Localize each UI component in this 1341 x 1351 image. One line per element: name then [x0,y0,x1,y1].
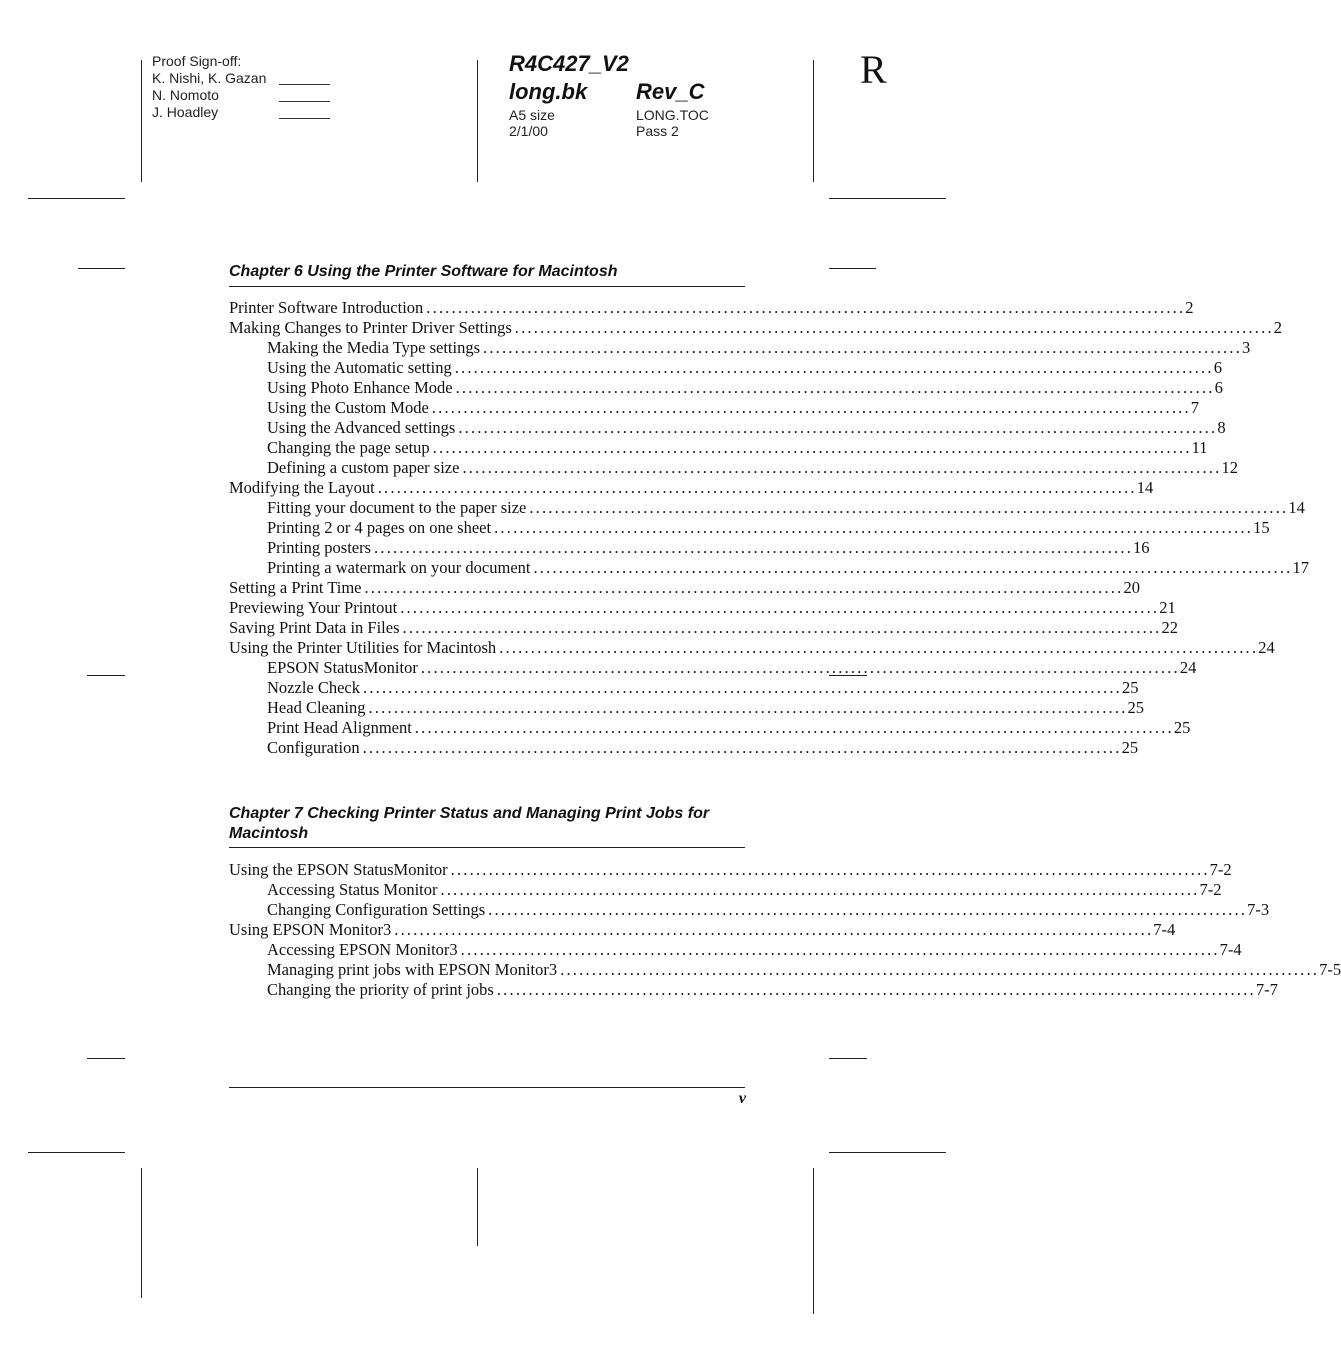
toc-leader-dots: ........................................................................................................................ [420,658,1180,677]
crop-mark [141,60,142,182]
signer-name: N. Nomoto [152,87,219,103]
toc-entry-title: Fitting your document to the paper size [267,498,527,517]
toc-leader-dots: ........................................................................................................................ [455,378,1215,397]
toc-leader-dots: ........................................................................................................................ [499,638,1259,657]
toc-entry-page: 14 [1288,498,1305,517]
toc-leader-dots: ........................................................................................................................ [394,920,1154,939]
toc-entry[interactable] [229,578,1140,598]
toc-entry-page: 7-4 [1219,940,1242,959]
toc-leader-dots: ........................................................................................................................ [368,698,1128,717]
chapter-rule [229,286,745,287]
chapter-7-toc [229,860,1341,1000]
toc-entry-title: Using the Advanced settings [267,418,456,437]
toc-entry-page: 7-7 [1255,980,1278,999]
toc-entry-title: Making Changes to Printer Driver Settings [229,318,512,337]
toc-leader-dots: ........................................................................................................................ [400,598,1160,617]
book-name: long.bk [509,79,588,104]
crop-mark [28,198,125,199]
toc-entry-title: Printing 2 or 4 pages on one sheet [267,518,492,537]
toc-leader-dots: ........................................................................................................................ [496,980,1256,999]
toc-entry[interactable] [229,860,1232,880]
toc-leader-dots: ........................................................................................................................ [377,478,1137,497]
toc-entry-title: Using the Printer Utilities for Macintosh [229,638,497,657]
toc-entry[interactable] [229,418,1226,438]
toc-entry[interactable] [229,738,1139,758]
toc-leader-dots: ........................................................................................................................ [460,940,1220,959]
toc-entry-title: Accessing EPSON Monitor3 [267,940,458,959]
toc-leader-dots: ........................................................................................................................ [462,458,1222,477]
toc-leader-dots: ........................................................................................................................ [414,718,1174,737]
toc-entry-title: Printing a watermark on your document [267,558,531,577]
toc-entry-page: 25 [1127,698,1145,717]
toc-entry-title: Accessing Status Monitor [267,880,438,899]
chapter-7-title-line: Macintosh [229,825,309,842]
toc-entry-page: 20 [1123,578,1140,597]
toc-leader-dots: ........................................................................................................................ [402,618,1162,637]
toc-entry-page: 25 [1173,718,1191,737]
toc-entry[interactable] [229,338,1251,358]
toc-entry-title: Configuration [267,738,360,757]
toc-entry-page: 17 [1292,558,1309,577]
signature-line [279,118,330,119]
toc-entry-page: 24 [1179,658,1197,677]
toc-entry-title: EPSON StatusMonitor [267,658,418,677]
footer-rule [229,1087,745,1088]
toc-entry[interactable] [229,718,1191,738]
toc-entry-title: Setting a Print Time [229,578,362,597]
toc-leader-dots: ........................................................................................................................ [533,558,1293,577]
toc-entry-page: 7-3 [1247,900,1270,919]
toc-entry-page: 25 [1122,678,1139,697]
toc-leader-dots: ........................................................................................................................ [494,518,1254,537]
toc-entry-title: Previewing Your Printout [229,598,398,617]
toc-leader-dots: ........................................................................................................................ [431,398,1191,417]
chapter-6-title: Chapter 6 Using the Printer Software for Macintosh [229,263,618,280]
page-folio: v [738,1090,746,1107]
crop-mark [829,1058,867,1059]
crop-mark [477,1168,478,1246]
toc-entry[interactable] [229,980,1278,1000]
toc-entry[interactable] [229,678,1139,698]
proof-signoff-block [152,53,266,121]
crop-mark [477,60,478,182]
toc-entry-page: 2 [1185,298,1194,317]
toc-entry-page: 7-4 [1153,920,1176,939]
signature-line [279,84,330,85]
toc-entry-title: Changing the page setup [267,438,430,457]
toc-entry[interactable] [229,698,1145,718]
toc-leader-dots: ........................................................................................................................ [426,298,1186,317]
toc-entry-title: Saving Print Data in Files [229,618,400,637]
toc-entry-title: Changing Configuration Settings [267,900,486,919]
crop-mark [829,268,876,269]
toc-entry-page: 8 [1217,418,1226,437]
chapter-rule [229,847,745,848]
proof-label: Proof Sign-off: [152,53,242,69]
toc-entry[interactable] [229,940,1242,960]
toc-entry-page: 7 [1190,398,1200,417]
doc-code: R4C427_V2 [509,51,629,76]
toc-entry-title: Making the Media Type settings [267,338,481,357]
toc-entry-page: 3 [1242,338,1251,357]
toc-leader-dots: ........................................................................................................................ [362,738,1122,757]
toc-entry-title: Head Cleaning [267,698,366,717]
page-size: A5 size [509,107,555,123]
toc-entry-title: Using EPSON Monitor3 [229,920,392,939]
toc-entry[interactable] [229,378,1223,398]
toc-entry[interactable] [229,618,1178,638]
toc-entry-title: Using Photo Enhance Mode [267,378,453,397]
toc-leader-dots: ........................................................................................................................ [483,338,1243,357]
toc-leader-dots: ........................................................................................................................ [432,438,1192,457]
toc-leader-dots: ........................................................................................................................ [488,900,1248,919]
toc-entry[interactable] [229,558,1309,578]
toc-entry-title: Nozzle Check [267,678,360,697]
toc-entry-title: Using the Automatic setting [267,358,452,377]
toc-leader-dots: ........................................................................................................................ [560,960,1320,979]
toc-entry-page: 21 [1159,598,1176,617]
crop-mark [141,1168,142,1298]
toc-entry[interactable] [229,318,1283,338]
toc-entry[interactable] [229,518,1270,538]
toc-leader-dots: ........................................................................................................................ [458,418,1218,437]
toc-leader-dots: ........................................................................................................................ [374,538,1134,557]
toc-entry-page: 7-5 [1319,960,1341,979]
crop-mark [78,268,125,269]
pass-number: Pass 2 [636,123,679,139]
toc-entry[interactable] [229,658,1197,678]
signer-row [152,70,266,87]
crop-mark [813,1168,814,1314]
signature-line [279,101,330,102]
toc-entry-page: 7-2 [1209,860,1232,879]
toc-entry-page: 16 [1133,538,1150,557]
toc-entry[interactable] [229,598,1176,618]
toc-leader-dots: ........................................................................................................................ [440,880,1200,899]
toc-entry-title: Printing posters [267,538,372,557]
toc-leader-dots: ........................................................................................................................ [454,358,1214,377]
toc-entry-title: Using the Custom Mode [267,398,429,417]
toc-leader-dots: ........................................................................................................................ [364,578,1124,597]
crop-mark [87,675,125,676]
toc-leader-dots: ........................................................................................................................ [514,318,1274,337]
toc-entry-title: Changing the priority of print jobs [267,980,494,999]
toc-entry[interactable] [229,478,1154,498]
toc-leader-dots: ........................................................................................................................ [529,498,1289,517]
toc-entry-page: 12 [1221,458,1238,477]
signer-name: K. Nishi, K. Gazan [152,70,267,86]
toc-entry[interactable] [229,900,1270,920]
toc-entry[interactable] [229,438,1208,458]
toc-entry-page: 6 [1213,358,1222,377]
toc-entry[interactable] [229,358,1222,378]
crop-mark [829,1152,946,1153]
toc-entry-page: 7-2 [1199,880,1222,899]
toc-entry[interactable] [229,398,1200,418]
chapter-7-title-line: Chapter 7 Checking Printer Status and Managing Print Jobs for [229,805,710,822]
toc-entry[interactable] [229,880,1222,900]
corner-letter: R [860,47,887,92]
toc-entry[interactable] [229,298,1194,318]
toc-entry-page: 2 [1273,318,1283,337]
toc-entry-title: Modifying the Layout [229,478,375,497]
revision: Rev_C [636,79,705,104]
file-name: LONG.TOC [636,107,709,123]
toc-entry[interactable] [229,920,1176,940]
toc-leader-dots: ........................................................................................................................ [363,678,1122,697]
toc-entry-page: 24 [1258,638,1275,657]
toc-entry[interactable] [229,498,1305,518]
crop-mark [87,1058,125,1059]
toc-entry-title: Using the EPSON StatusMonitor [229,860,448,879]
toc-entry-title: Defining a custom paper size [267,458,460,477]
toc-entry-page: 22 [1161,618,1178,637]
crop-mark [829,198,946,199]
toc-leader-dots: ........................................................................................................................ [450,860,1210,879]
signer-name: J. Hoadley [152,104,219,120]
chapter-6-toc [229,298,1309,758]
toc-entry[interactable] [229,458,1238,478]
toc-entry[interactable] [229,538,1150,558]
toc-entry-page: 11 [1191,438,1208,457]
toc-entry-title: Managing print jobs with EPSON Monitor3 [267,960,558,979]
crop-mark [28,1152,125,1153]
toc-entry-page: 15 [1253,518,1270,537]
doc-date: 2/1/00 [509,123,548,139]
toc-entry-page: 14 [1136,478,1154,497]
toc-entry-page: 25 [1121,738,1139,757]
crop-mark [813,60,814,182]
toc-entry[interactable] [229,638,1275,658]
toc-entry-title: Printer Software Introduction [229,298,424,317]
chapter-7-title [229,804,745,844]
signer-row [152,104,266,121]
signer-row [152,87,266,104]
toc-entry-page: 6 [1214,378,1223,397]
toc-entry-title: Print Head Alignment [267,718,412,737]
toc-entry[interactable] [229,960,1341,980]
